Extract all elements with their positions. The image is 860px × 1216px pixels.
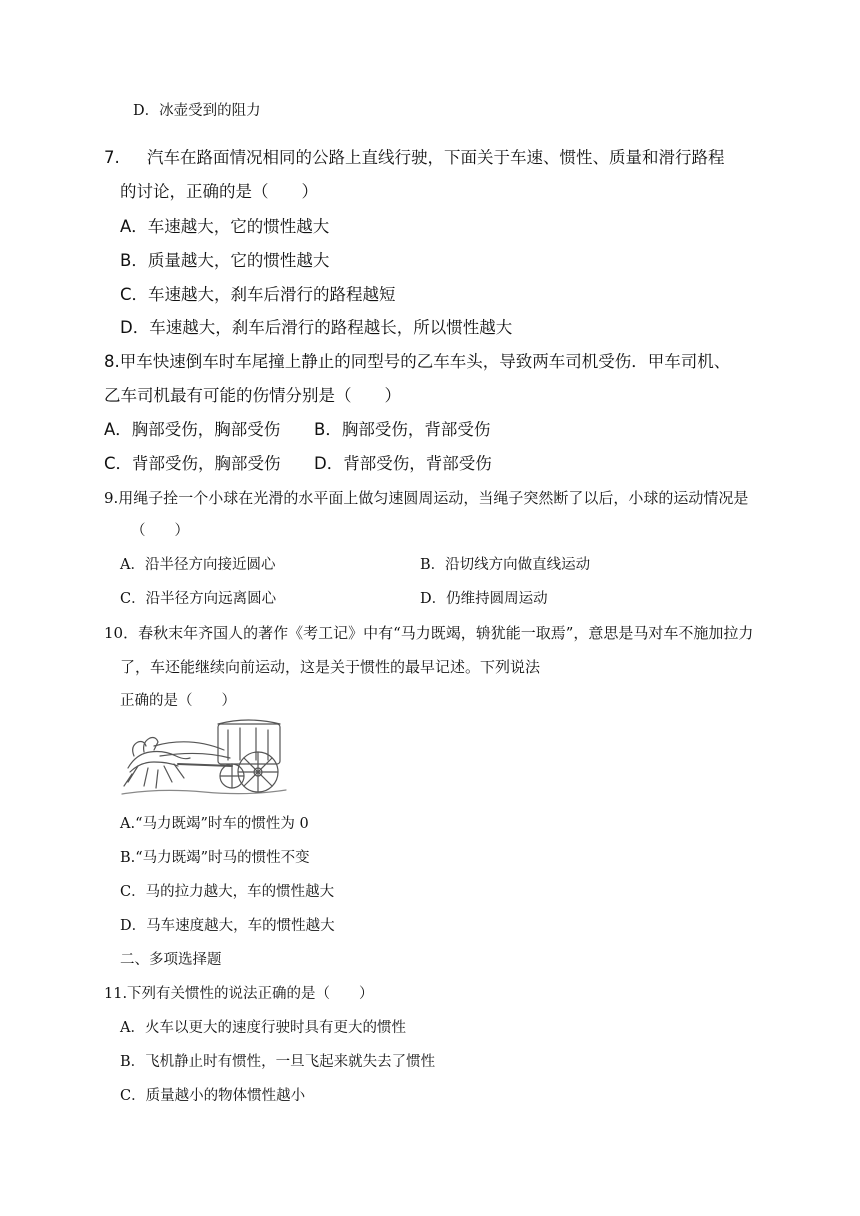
q11-option-b: B．飞机静止时有惯性，一旦飞起来就失去了惯性 bbox=[120, 1054, 436, 1070]
horse-cart-illustration bbox=[120, 716, 288, 802]
q9-stem-line2: （ ） bbox=[131, 523, 189, 539]
q10-option-d: D．马车速度越大，车的惯性越大 bbox=[120, 918, 335, 934]
q7-option-c: C．车速越大，刹车后滑行的路程越短 bbox=[120, 285, 396, 304]
q7-stem-line1: 汽车在路面情况相同的公路上直线行驶，下面关于车速、惯性、质量和滑行路程 bbox=[147, 148, 725, 167]
q11-option-a: A．火车以更大的速度行驶时具有更大的惯性 bbox=[120, 1020, 406, 1036]
q11-option-c: C．质量越小的物体惯性越小 bbox=[120, 1088, 306, 1104]
q9-option-b: B．沿切线方向做直线运动 bbox=[420, 557, 591, 573]
q7-stem-line2: 的讨论，正确的是（ ） bbox=[120, 182, 318, 201]
q7-number: 7. bbox=[104, 148, 120, 167]
q8-stem-line2: 乙车司机最有可能的伤情分别是（ ） bbox=[104, 386, 401, 405]
q7-option-d: D．车速越大，刹车后滑行的路程越长，所以惯性越大 bbox=[120, 318, 513, 337]
q10-stem-line2: 了，车还能继续向前运动，这是关于惯性的最早记述。下列说法 bbox=[120, 658, 541, 676]
q8-stem-line1: 8.甲车快速倒车时车尾撞上静止的同型号的乙车车头，导致两车司机受伤．甲车司机、 bbox=[104, 352, 731, 371]
q10-option-b: B.“马力既竭”时马的惯性不变 bbox=[120, 850, 310, 866]
q9-option-c: C．沿半径方向远离圆心 bbox=[120, 591, 277, 607]
q9-option-a: A．沿半径方向接近圆心 bbox=[120, 557, 276, 573]
q10-option-a: A.“马力既竭”时车的惯性为 0 bbox=[120, 816, 309, 832]
q8-option-c: C．背部受伤，胸部受伤 bbox=[104, 454, 281, 473]
q8-option-b: B．胸部受伤，背部受伤 bbox=[314, 420, 491, 439]
q9-option-d: D．仍维持圆周运动 bbox=[420, 591, 548, 607]
q6-option-d: D．冰壶受到的阻力 bbox=[133, 103, 261, 119]
q8-option-a: A．胸部受伤，胸部受伤 bbox=[104, 420, 281, 439]
q10-option-c: C．马的拉力越大，车的惯性越大 bbox=[120, 884, 335, 900]
q10-stem-line3: 正确的是（ ） bbox=[120, 693, 236, 709]
q10-stem-line1: 10．春秋末年齐国人的著作《考工记》中有“马力既竭，辀犹能一取焉”，意思是马对车不施加拉力 bbox=[104, 624, 754, 642]
q8-option-d: D．背部受伤，背部受伤 bbox=[314, 454, 492, 473]
section-title-multiple-choice: 二、多项选择题 bbox=[120, 952, 222, 968]
q11-stem-line1: 11.下列有关惯性的说法正确的是（ ） bbox=[104, 986, 374, 1002]
q7-option-b: B．质量越大，它的惯性越大 bbox=[120, 251, 330, 270]
q7-option-a: A．车速越大，它的惯性越大 bbox=[120, 217, 330, 236]
q9-stem-line1: 9.用绳子拴一个小球在光滑的水平面上做匀速圆周运动，当绳子突然断了以后，小球的运动情况是 bbox=[104, 489, 749, 507]
